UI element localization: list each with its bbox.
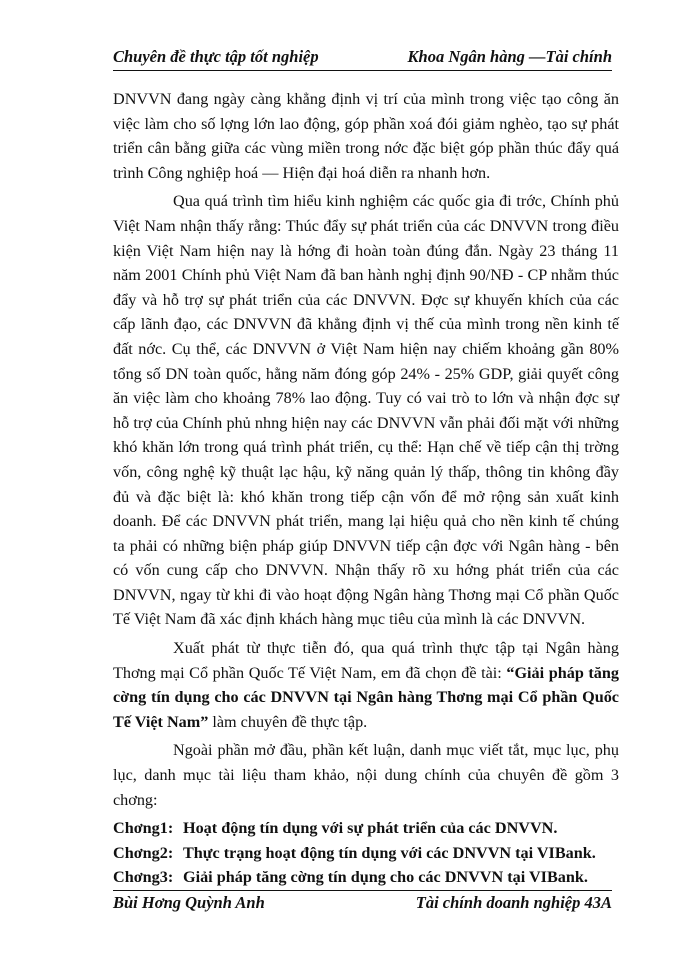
chapter-item [113, 841, 619, 866]
chapter-number: Chơng1: [113, 819, 174, 838]
chapter-title: Thực trạng hoạt động tín dụng với các DNVVN tại VIBank. [183, 843, 596, 862]
header-right-title: Khoa Ngân hàng —Tài chính [407, 47, 612, 66]
footer-class: Tài chính doanh nghiệp 43A [415, 893, 612, 912]
paragraph-3-intro: Xuất phát từ thực tiễn đó, qua quá trình thực tập tại Ngân hàng Thơng mại Cổ phần Quốc Tế Việt Nam, em đã chọn đề tài: [113, 639, 619, 682]
paragraph-3 [113, 636, 619, 734]
footer-author: Bùi Hơng Quỳnh Anh [113, 893, 265, 912]
paragraph-1: DNVVN đang ngày càng khẳng định vị trí của mình trong việc tạo công ăn việc làm cho số lợng lớn lao động, góp phần xoá đói giảm nghèo, tạo sự phát triển cân bằng giữa các vùng miền trong nớc đặc biệt góp phần thúc đẩy quá trình Công nghiệp hoá — Hiện đại hoá diễn ra nhanh hơn. [113, 90, 619, 182]
page-footer [113, 890, 612, 919]
chapter-list [113, 816, 619, 890]
chapter-item [113, 816, 619, 841]
paragraph-3-outro: làm chuyên đề thực tập. [208, 712, 368, 731]
chapter-title: Giải pháp tăng cờng tín dụng cho các DNVVN tại VIBank. [183, 868, 588, 887]
document-body [113, 87, 619, 890]
chapter-number: Chơng2: [113, 843, 174, 862]
thesis-title: “Giải pháp tăng cờng tín dụng cho các DNVVN tại Ngân hàng Thơng mại Cổ phần Quốc Tế Việt Nam” [113, 663, 619, 731]
chapter-item [113, 865, 619, 890]
paragraph-4: Ngoài phần mở đầu, phần kết luận, danh mục viết tắt, mục lục, phụ lục, danh mục tài liệu tham khảo, nội dung chính của chuyên đề gồm 3 chơng: [113, 741, 619, 809]
page-header [113, 42, 612, 71]
paragraph-2: Qua quá trình tìm hiểu kinh nghiệm các quốc gia đi trớc, Chính phủ Việt Nam nhận thấy rằng: Thúc đẩy sự phát triển của các DNVVN trong điều kiện Việt Nam hiện nay là hớng đi hoàn toàn đúng đắn. Ngày 23 tháng 11 năm 2001 Chính phủ Việt Nam đã ban hành nghị định 90/NĐ - CP nhằm thúc đẩy và hỗ trợ sự phát triển của các DNVVN. Đợc sự khuyến khích của các cấp lãnh đạo, các DNVVN đã khẳng định vị thế của mình trong nền kinh tế đất nớc. Cụ thể, các DNVVN ở Việt Nam hiện nay chiếm khoảng gần 80% tổng số DN toàn quốc, hằng năm đóng góp 24% - 25% GDP, giải quyết công ăn việc làm cho khoảng 78% lao động. Tuy có vai trò to lớn và nhận đợc sự hỗ trợ của Chính phủ nhng hiện nay các DNVVN vẫn phải đối mặt với những khó khăn lớn trong quá trình phát triển, cụ thể: Hạn chế về tiếp cận thị trờng vốn, công nghệ kỹ thuật lạc hậu, kỹ năng quản lý thấp, thông tin không đầy đủ và đặc biệt là: khó khăn trong tiếp cận vốn để mở rộng sản xuất kinh doanh. Để các DNVVN phát triển, mang lại hiệu quả cho nền kinh tế chúng ta phải có những biện pháp giúp DNVVN tiếp cận đợc với Ngân hàng - bên có vốn cung cấp cho DNVVN. Nhận thấy rõ xu hớng phát triển của các DNVVN, ngay từ khi đi vào hoạt động Ngân hàng Thơng mại Cổ phần Quốc Tế Việt Nam đã xác định khách hàng mục tiêu của mình là các DNVVN. [113, 192, 619, 629]
header-left-title: Chuyên đề thực tập tốt nghiệp [113, 47, 319, 66]
chapter-number: Chơng3: [113, 868, 174, 887]
chapter-title: Hoạt động tín dụng với sự phát triển của các DNVVN. [183, 819, 558, 838]
